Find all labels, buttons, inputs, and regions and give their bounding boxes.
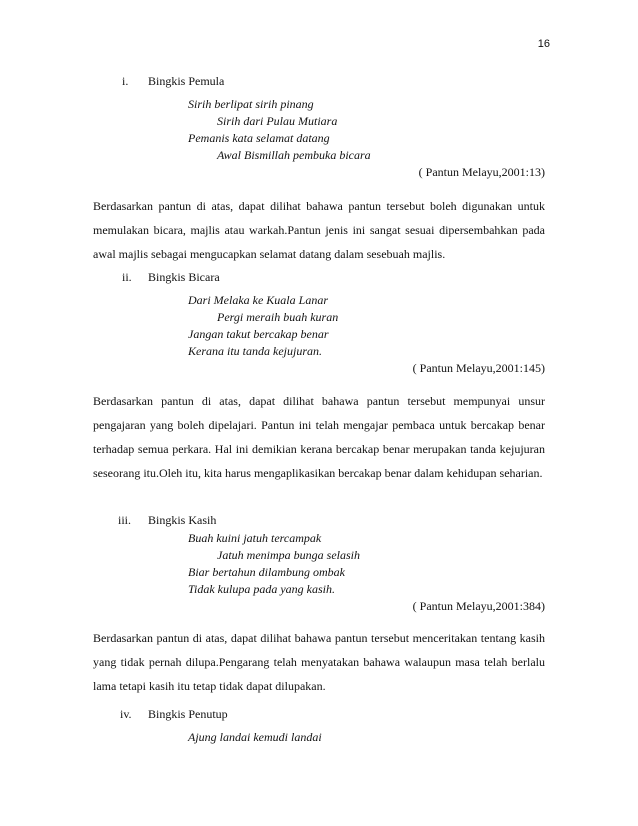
section-numeral: iv.: [120, 707, 132, 721]
verse-line: Biar bertahun dilambung ombak: [188, 565, 345, 579]
section-numeral: ii.: [122, 270, 132, 284]
section-title: Bingkis Kasih: [148, 513, 217, 527]
section-title: Bingkis Bicara: [148, 270, 220, 284]
verse-line: Kerana itu tanda kejujuran.: [188, 344, 322, 358]
paragraph: Berdasarkan pantun di atas, dapat dilihat bahawa pantun tersebut mempunyai unsur pengajaran yang boleh dipelajari. Pantun ini telah mengajar pembaca untuk bercakap benar terhadap semua perkara. Hal ini demikian kerana bercakap benar merupakan tanda kejujuran seseorang itu.Oleh itu, kita harus mengaplikasikan bercakap benar dalam kehidupan seharian.: [93, 394, 545, 480]
verse-line: Pemanis kata selamat datang: [188, 131, 330, 145]
verse-line: Ajung landai kemudi landai: [188, 730, 322, 744]
verse-line: Jangan takut bercakap benar: [188, 327, 329, 341]
paragraph: Berdasarkan pantun di atas, dapat dilihat bahawa pantun tersebut boleh digunakan untuk memulakan bicara, majlis atau warkah.Pantun jenis ini sangat sesuai dipersembahkan pada awal majlis sebagai mengucapkan selamat datang dalam sesebuah majlis.: [93, 199, 545, 261]
verse-line: Buah kuini jatuh tercampak: [188, 531, 322, 545]
citation: ( Pantun Melayu,2001:13): [418, 165, 545, 179]
citation: ( Pantun Melayu,2001:145): [412, 361, 545, 375]
verse-line: Sirih berlipat sirih pinang: [188, 97, 314, 111]
verse-line: Awal Bismillah pembuka bicara: [217, 148, 371, 162]
citation: ( Pantun Melayu,2001:384): [412, 599, 545, 613]
section-numeral: i.: [122, 74, 129, 88]
section-numeral: iii.: [118, 513, 132, 527]
verse-line: Jatuh menimpa bunga selasih: [217, 548, 360, 562]
verse-line: Pergi meraih buah kuran: [217, 310, 339, 324]
verse-line: Tidak kulupa pada yang kasih.: [188, 582, 335, 596]
section-title: Bingkis Penutup: [148, 707, 228, 721]
page-number: 16: [537, 38, 550, 50]
section-title: Bingkis Pemula: [148, 74, 225, 88]
paragraph: Berdasarkan pantun di atas, dapat dilihat bahawa pantun tersebut menceritakan tentang kasih yang tidak pernah dilupa.Pengarang telah menyatakan bahawa walaupun masa telah berlalu lama tetapi kasih itu tetap tidak dapat dilupakan.: [93, 631, 545, 693]
verse-line: Sirih dari Pulau Mutiara: [217, 114, 338, 128]
verse-line: Dari Melaka ke Kuala Lanar: [188, 293, 328, 307]
